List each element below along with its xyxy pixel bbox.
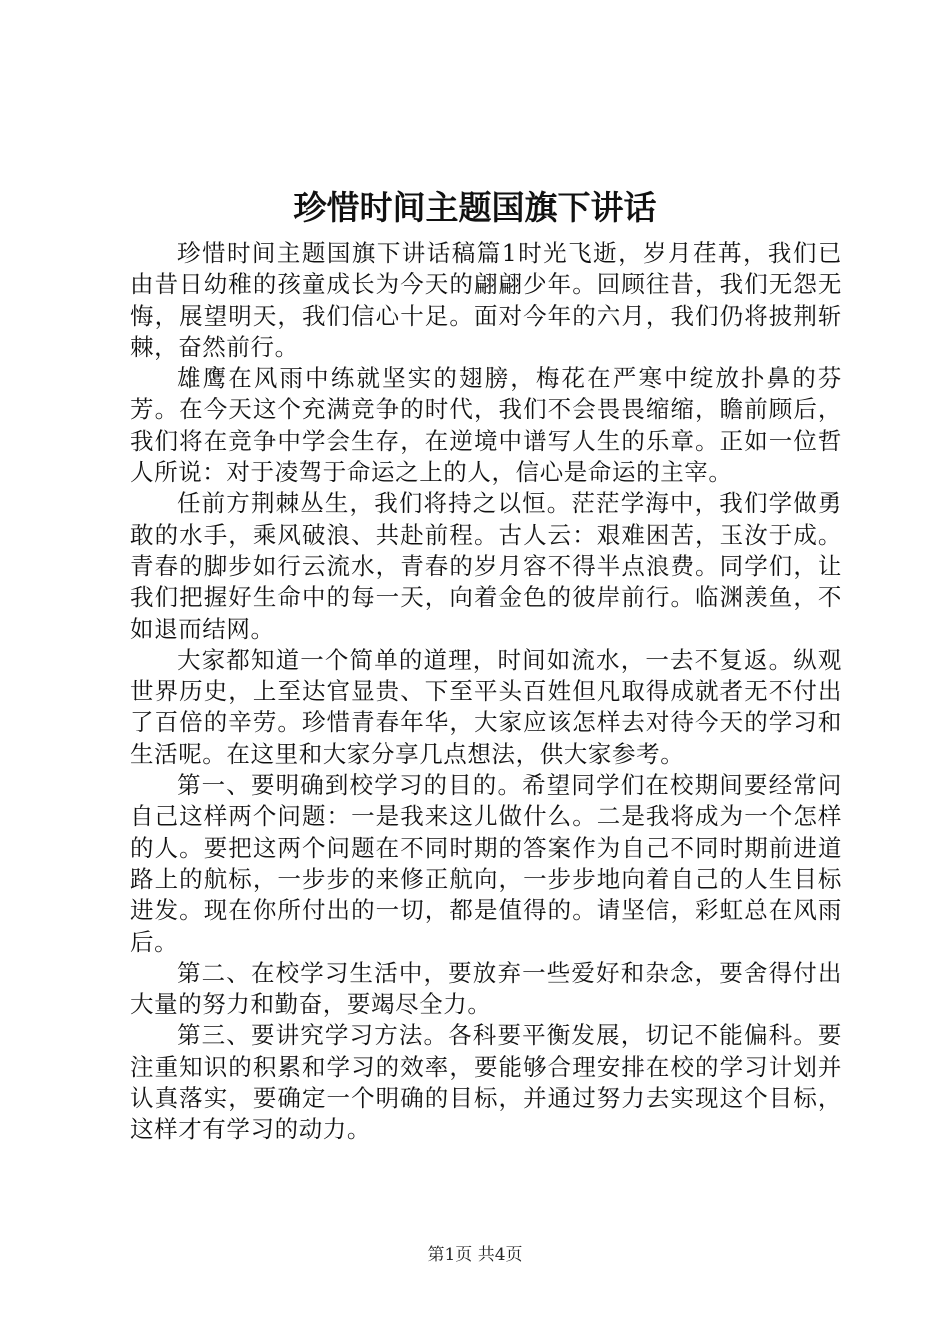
document-title: 珍惜时间主题国旗下讲话 [293, 188, 657, 227]
paragraph-2: 雄鹰在风雨中练就坚实的翅膀，梅花在严寒中绽放扑鼻的芬芳。在今天这个充满竞争的时代，我们不会畏畏缩缩，瞻前顾后，我们将在竞争中学会生存，在逆境中谱写人生的乐章。正如一位哲人所说：对于凌驾于命运之上的人，信心是命运的主宰。 [130, 364, 842, 487]
document-body [130, 238, 842, 1146]
paragraph-6: 第二、在校学习生活中，要放弃一些爱好和杂念，要舍得付出大量的努力和勤奋，要竭尽全力。 [130, 958, 842, 1019]
paragraph-3: 任前方荆棘丛生，我们将持之以恒。茫茫学海中，我们学做勇敢的水手，乘风破浪、共赴前程。古人云：艰难困苦，玉汝于成。青春的脚步如行云流水，青春的岁月容不得半点浪费。同学们，让我们把握好生命中的每一天，向着金色的彼岸前行。临渊羡鱼，不如退而结网。 [130, 489, 842, 643]
paragraph-1: 珍惜时间主题国旗下讲话稿篇1时光飞逝，岁月荏苒，我们已由昔日幼稚的孩童成长为今天的翩翩少年。回顾往昔，我们无怨无悔，展望明天，我们信心十足。面对今年的六月，我们仍将披荆斩棘，奋然前行。 [130, 239, 842, 361]
paragraph-4: 大家都知道一个简单的道理，时间如流水，一去不复返。纵观世界历史，上至达官显贵、下至平头百姓但凡取得成就者无不付出了百倍的辛劳。珍惜青春年华，大家应该怎样去对待今天的学习和生活呢。在这里和大家分享几点想法，供大家参考。 [130, 645, 842, 768]
paragraph-7: 第三、要讲究学习方法。各科要平衡发展，切记不能偏科。要注重知识的积累和学习的效率，要能够合理安排在校的学习计划并认真落实，要确定一个明确的目标，并通过努力去实现这个目标，这样才有学习的动力。 [130, 1021, 842, 1144]
paragraph-5: 第一、要明确到校学习的目的。希望同学们在校期间要经常问自己这样两个问题：一是我来这儿做什么。二是我将成为一个怎样的人。要把这两个问题在不同时期的答案作为自己不同时期前进道路上的航标，一步步的来修正航向，一步步地向着自己的人生目标进发。现在你所付出的一切，都是值得的。请坚信，彩虹总在风雨后。 [130, 771, 842, 956]
page-footer [0, 1243, 950, 1267]
page-number-indicator: 第1页 共4页 [427, 1245, 523, 1265]
